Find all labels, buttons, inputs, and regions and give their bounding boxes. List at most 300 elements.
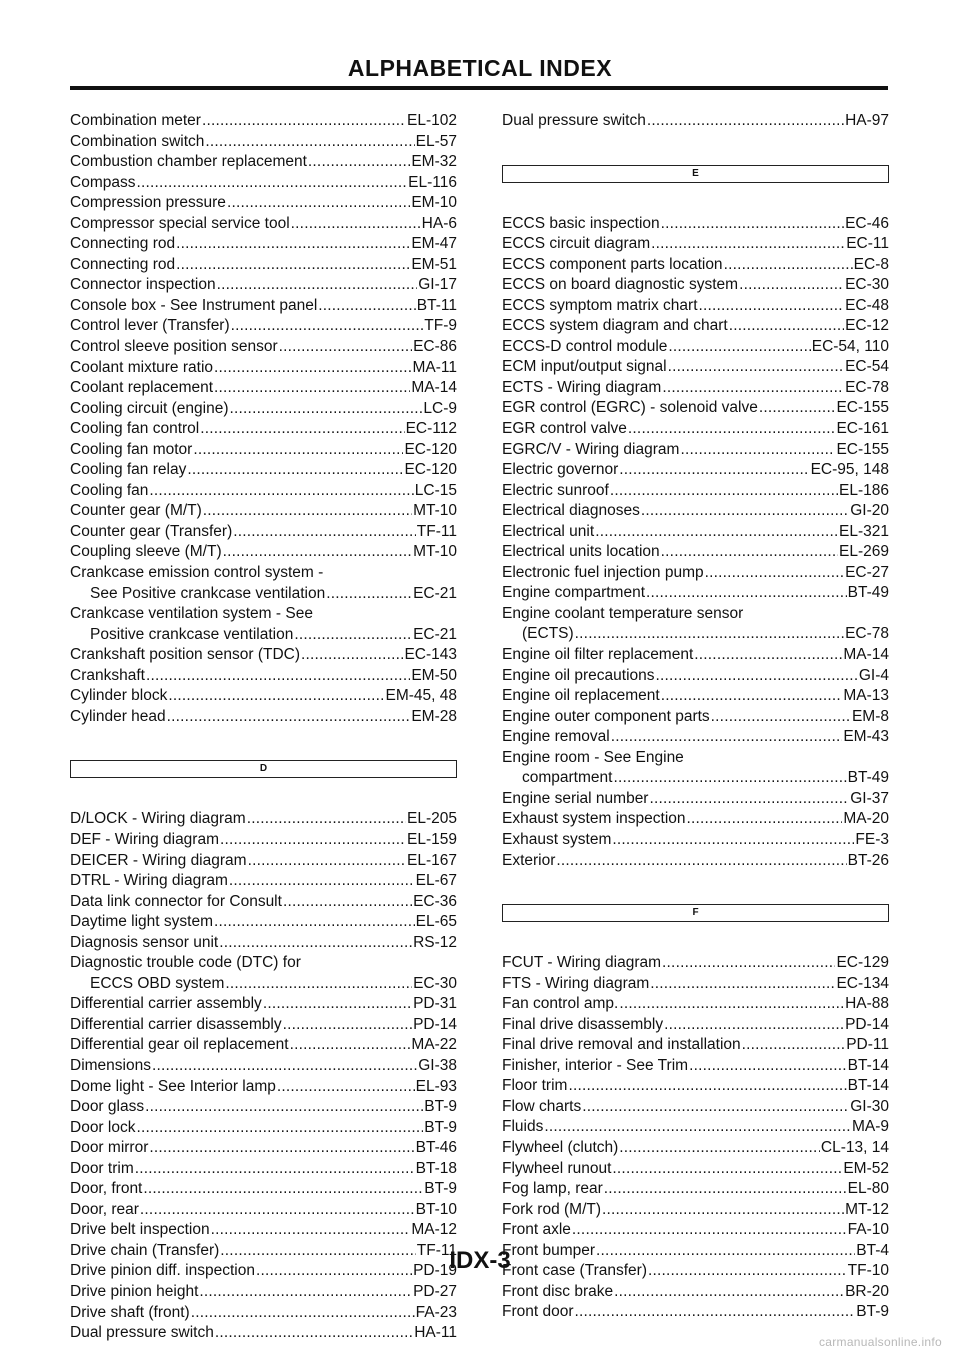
entry-page-ref[interactable]: EC-112 (405, 420, 457, 438)
entry-page-ref[interactable]: BR-20 (845, 1282, 889, 1300)
page-number: IDX-3 (449, 1247, 511, 1274)
entry-label: Daytime light system (70, 913, 213, 931)
dot-leader (247, 809, 406, 830)
index-entry[interactable] (502, 604, 889, 645)
index-entry[interactable] (70, 316, 457, 337)
index-entry[interactable] (502, 748, 889, 789)
index-entry[interactable] (70, 296, 457, 317)
index-entry[interactable] (70, 378, 457, 399)
index-entry[interactable] (70, 1077, 457, 1098)
entry-page-ref[interactable]: EC-11 (846, 235, 889, 253)
dot-leader (214, 912, 415, 933)
index-entry[interactable] (502, 1220, 889, 1241)
entry-label: DEICER - Wiring diagram (70, 851, 247, 869)
index-entry[interactable] (502, 337, 889, 358)
dot-leader (612, 1159, 842, 1180)
entry-page-ref[interactable]: EC-21 (413, 625, 457, 643)
entry-page-ref[interactable]: EL-67 (415, 872, 457, 890)
entry-page-ref[interactable]: GI-4 (858, 666, 889, 684)
entry-page-ref[interactable]: EL-186 (839, 481, 889, 499)
index-entry[interactable] (70, 1323, 457, 1344)
entry-label: Diagnosis sensor unit (70, 933, 219, 951)
index-entry[interactable] (70, 830, 457, 851)
dot-leader (575, 1302, 856, 1323)
index-entry[interactable] (502, 481, 889, 502)
dot-leader (203, 501, 412, 522)
entry-page-ref[interactable]: BT-9 (424, 1118, 457, 1136)
entry-label: Engine removal (502, 728, 610, 746)
entry-page-ref[interactable]: EL-80 (847, 1180, 889, 1198)
entry-label: Exhaust system inspection (502, 810, 686, 828)
entry-page-ref[interactable]: EL-321 (839, 522, 889, 540)
entry-page-ref[interactable]: EM-52 (843, 1159, 889, 1177)
entry-page-ref[interactable]: EC-48 (845, 296, 889, 314)
entry-page-ref[interactable]: EC-30 (413, 974, 457, 992)
entry-page-ref[interactable]: EC-155 (836, 399, 889, 417)
entry-label: Combination switch (70, 132, 205, 150)
entry-label: Differential carrier disassembly (70, 1015, 282, 1033)
entry-page-ref[interactable]: MA-13 (843, 687, 889, 705)
index-entry[interactable] (502, 1138, 889, 1159)
dot-leader (167, 707, 411, 728)
entry-page-ref[interactable]: EM-10 (411, 194, 457, 212)
index-entry[interactable] (502, 1076, 889, 1097)
entry-page-ref[interactable]: EL-205 (407, 810, 457, 828)
entry-page-ref[interactable]: EL-269 (839, 543, 889, 561)
index-entry[interactable] (502, 275, 889, 296)
index-entry[interactable] (502, 645, 889, 666)
entry-page-ref[interactable]: LC-15 (414, 481, 457, 499)
dot-leader (200, 419, 404, 440)
entry-page-ref[interactable]: EC-54 (845, 358, 889, 376)
index-entry[interactable] (502, 851, 889, 872)
index-entry[interactable] (502, 522, 889, 543)
index-entry[interactable] (70, 111, 457, 132)
entry-label: EGR control valve (502, 420, 627, 438)
index-entry[interactable] (502, 234, 889, 255)
entry-page-ref[interactable]: BT-14 (847, 1056, 889, 1074)
entry-label: DTRL - Wiring diagram (70, 872, 228, 890)
dot-leader (191, 1303, 415, 1324)
dot-leader (711, 707, 851, 728)
index-entry[interactable] (502, 1056, 889, 1077)
entry-label: Connecting rod (70, 235, 176, 253)
entry-page-ref[interactable]: TF-11 (416, 1241, 457, 1259)
dot-leader (724, 255, 853, 276)
entry-page-ref[interactable]: EC-46 (845, 214, 889, 232)
dot-leader (612, 830, 854, 851)
dot-leader (661, 686, 843, 707)
entry-page-ref[interactable]: EC-8 (853, 255, 889, 273)
index-entry[interactable] (502, 1179, 889, 1200)
entry-page-ref[interactable]: MT-10 (413, 502, 457, 520)
dot-leader (290, 1035, 411, 1056)
entry-page-ref[interactable]: EC-120 (404, 440, 457, 458)
index-entry[interactable] (502, 398, 889, 419)
entry-page-ref[interactable]: LC-9 (423, 399, 457, 417)
index-entry[interactable] (502, 830, 889, 851)
index-entry[interactable] (70, 666, 457, 687)
entry-page-ref[interactable]: BT-10 (415, 1200, 457, 1218)
dot-leader (619, 994, 844, 1015)
entry-label: Positive crankcase ventilation (90, 625, 294, 643)
index-entry[interactable] (70, 604, 457, 645)
index-entry[interactable] (502, 1302, 889, 1323)
entry-page-ref[interactable]: MT-10 (413, 543, 457, 561)
index-entry[interactable] (502, 440, 889, 461)
index-entry[interactable] (70, 1097, 457, 1118)
entry-label: Drive pinion diff. inspection (70, 1262, 255, 1280)
entry-label: Door, front (70, 1180, 143, 1198)
dot-leader (668, 337, 810, 358)
entry-page-ref[interactable]: TF-11 (416, 522, 457, 540)
title-divider (70, 86, 888, 90)
entry-page-ref[interactable]: EC-134 (836, 974, 889, 992)
entry-label: Engine room - See Engine (502, 748, 684, 766)
index-entry[interactable] (70, 234, 457, 255)
dot-leader (199, 1282, 412, 1303)
page-title: ALPHABETICAL INDEX (347, 55, 613, 81)
dot-leader (662, 378, 844, 399)
index-entry[interactable] (502, 419, 889, 440)
dot-leader (661, 214, 844, 235)
dot-leader (136, 173, 407, 194)
index-entry[interactable] (70, 851, 457, 872)
entry-label: Engine oil replacement (502, 687, 660, 705)
entry-page-ref[interactable]: MA-14 (843, 646, 889, 664)
index-entry[interactable] (502, 1200, 889, 1221)
dot-leader (176, 255, 410, 276)
entry-label: Front door (502, 1303, 574, 1321)
entry-page-ref[interactable]: CL-13, 14 (820, 1138, 889, 1156)
entry-label: ECCS circuit diagram (502, 235, 651, 253)
index-entry[interactable] (70, 1015, 457, 1036)
entry-page-ref[interactable]: MT-12 (845, 1200, 889, 1218)
entry-page-ref[interactable]: PD-27 (413, 1282, 457, 1300)
index-entry[interactable] (70, 214, 457, 235)
index-entry[interactable] (502, 460, 889, 481)
entry-page-ref[interactable]: EC-120 (404, 461, 457, 479)
index-entry[interactable] (70, 1159, 457, 1180)
entry-page-ref[interactable]: BT-18 (415, 1159, 457, 1177)
entry-page-ref[interactable]: MA-22 (411, 1036, 457, 1054)
entry-label: D/LOCK - Wiring diagram (70, 810, 246, 828)
dot-leader (294, 625, 412, 646)
entry-page-ref[interactable]: PD-19 (413, 1262, 457, 1280)
index-entry[interactable] (502, 686, 889, 707)
index-entry[interactable] (502, 727, 889, 748)
dot-leader (230, 399, 423, 420)
entry-page-ref[interactable]: EM-51 (411, 255, 457, 273)
entry-page-ref[interactable]: MA-9 (851, 1118, 889, 1136)
entry-page-ref[interactable]: EC-27 (845, 563, 889, 581)
entry-page-ref[interactable]: GI-38 (418, 1056, 457, 1074)
dot-leader (176, 234, 410, 255)
index-entry[interactable] (502, 501, 889, 522)
entry-label: Cylinder head (70, 707, 166, 725)
index-entry[interactable] (70, 1220, 457, 1241)
entry-label: Compass (70, 173, 136, 191)
dot-leader (687, 809, 843, 830)
entry-page-ref[interactable]: EC-54, 110 (811, 337, 889, 355)
dot-leader (656, 666, 858, 687)
index-entry[interactable] (70, 522, 457, 543)
index-entry[interactable] (502, 296, 889, 317)
entry-page-ref[interactable]: GI-30 (850, 1097, 889, 1115)
dot-leader (651, 234, 845, 255)
entry-page-ref[interactable]: BT-49 (847, 584, 889, 602)
index-entry[interactable] (70, 460, 457, 481)
entry-label: Drive pinion height (70, 1282, 199, 1300)
dot-leader (225, 974, 412, 995)
index-entry[interactable] (70, 399, 457, 420)
index-entry[interactable] (70, 933, 457, 954)
index-entry[interactable] (502, 214, 889, 235)
entry-page-ref[interactable]: BT-49 (847, 769, 889, 787)
index-entry[interactable] (70, 686, 457, 707)
dot-leader (291, 214, 421, 235)
index-entry[interactable] (70, 542, 457, 563)
entry-page-ref[interactable]: EM-28 (411, 707, 457, 725)
entry-label: FCUT - Wiring diagram (502, 954, 662, 972)
entry-page-ref[interactable]: HA-88 (845, 995, 889, 1013)
dot-leader (628, 419, 836, 440)
entry-label: Exterior (502, 851, 556, 869)
entry-label: FTS - Wiring diagram (502, 974, 650, 992)
index-entry[interactable] (70, 953, 457, 994)
entry-page-ref[interactable]: BT-14 (847, 1077, 889, 1095)
entry-page-ref[interactable]: MA-20 (843, 810, 889, 828)
index-entry[interactable] (70, 1118, 457, 1139)
index-entry[interactable] (70, 1282, 457, 1303)
entry-page-ref[interactable]: EC-30 (845, 276, 889, 294)
entry-page-ref[interactable]: BT-11 (416, 296, 457, 314)
entry-label: Door glass (70, 1098, 145, 1116)
entry-label: Crankshaft (70, 666, 145, 684)
entry-label: Engine serial number (502, 789, 649, 807)
index-entry[interactable] (502, 563, 889, 584)
entry-page-ref[interactable]: EC-86 (413, 338, 457, 356)
entry-label: DEF - Wiring diagram (70, 830, 219, 848)
entry-page-ref[interactable]: EC-161 (836, 420, 889, 438)
dot-leader (662, 953, 835, 974)
index-column-left (70, 111, 457, 1344)
index-entry[interactable] (70, 255, 457, 276)
entry-page-ref[interactable]: EL-102 (407, 112, 457, 129)
entry-page-ref[interactable]: EM-47 (411, 235, 457, 253)
dot-leader (610, 481, 838, 502)
entry-page-ref[interactable]: PD-31 (413, 995, 457, 1013)
index-entry[interactable] (502, 994, 889, 1015)
index-entry[interactable] (502, 255, 889, 276)
index-entry[interactable] (70, 173, 457, 194)
dot-leader (136, 1118, 423, 1139)
index-entry[interactable] (502, 1015, 889, 1036)
index-entry[interactable] (70, 645, 457, 666)
entry-page-ref[interactable]: TF-10 (847, 1262, 889, 1280)
entry-label: Finisher, interior - See Trim (502, 1056, 689, 1074)
entry-page-ref[interactable]: EC-78 (845, 625, 889, 643)
entry-label: EGR control (EGRC) - solenoid valve (502, 399, 758, 417)
index-entry[interactable] (502, 111, 889, 132)
entry-page-ref[interactable]: GI-17 (418, 276, 457, 294)
dot-leader (193, 440, 403, 461)
entry-page-ref[interactable]: BT-9 (424, 1180, 457, 1198)
entry-page-ref[interactable]: BT-46 (415, 1139, 457, 1157)
index-entry[interactable] (70, 481, 457, 502)
index-entry[interactable] (502, 809, 889, 830)
entry-page-ref[interactable]: MA-11 (412, 358, 457, 376)
entry-page-ref[interactable]: EL-116 (408, 173, 457, 191)
entry-label: Compression pressure (70, 194, 226, 212)
entry-page-ref[interactable]: EM-50 (411, 666, 457, 684)
entry-label: ECM input/output signal (502, 358, 667, 376)
dot-leader (283, 1015, 412, 1036)
index-entry[interactable] (502, 1035, 889, 1056)
entry-label: Electric governor (502, 461, 619, 479)
index-entry[interactable] (502, 583, 889, 604)
entry-label: Cooling fan control (70, 420, 200, 438)
index-entry[interactable] (70, 275, 457, 296)
entry-page-ref[interactable]: EL-167 (407, 851, 457, 869)
index-entry[interactable] (502, 789, 889, 810)
entry-page-ref[interactable]: EC-21 (413, 584, 457, 602)
index-entry[interactable] (502, 1282, 889, 1303)
index-entry[interactable] (70, 1138, 457, 1159)
dot-leader (308, 152, 410, 173)
entry-label: Cooling fan relay (70, 461, 187, 479)
entry-page-ref[interactable]: PD-11 (846, 1036, 889, 1054)
entry-page-ref[interactable]: EC-36 (413, 892, 457, 910)
entry-label: Floor trim (502, 1077, 568, 1095)
entry-label: Drive chain (Transfer) (70, 1241, 220, 1259)
entry-page-ref[interactable]: GI-20 (850, 502, 889, 520)
dot-leader (214, 378, 410, 399)
index-entry[interactable] (70, 871, 457, 892)
index-entry[interactable] (502, 1117, 889, 1138)
index-entry[interactable] (70, 912, 457, 933)
dot-leader (689, 1056, 847, 1077)
entry-label: Connecting rod (70, 255, 176, 273)
entry-page-ref[interactable]: BT-9 (856, 1303, 889, 1321)
entry-page-ref[interactable]: EL-93 (415, 1077, 457, 1095)
index-entry[interactable] (70, 892, 457, 913)
index-entry[interactable] (502, 953, 889, 974)
index-entry[interactable] (502, 378, 889, 399)
dot-leader (664, 1015, 844, 1036)
index-entry[interactable] (70, 707, 457, 728)
entry-page-ref[interactable]: EL-57 (415, 132, 457, 150)
entry-page-ref[interactable]: EC-143 (404, 646, 457, 664)
index-entry[interactable] (70, 193, 457, 214)
entry-page-ref[interactable]: EC-129 (836, 954, 889, 972)
index-entry[interactable] (502, 1159, 889, 1180)
entry-label: Combination meter (70, 112, 201, 129)
entry-label: Crankshaft position sensor (TDC) (70, 646, 300, 664)
entry-page-ref[interactable]: EC-95, 148 (810, 461, 889, 479)
index-entry[interactable] (70, 1200, 457, 1221)
index-entry[interactable] (70, 337, 457, 358)
entry-page-ref[interactable]: BT-4 (856, 1241, 889, 1259)
index-entry[interactable] (70, 501, 457, 522)
entry-label: Coupling sleeve (M/T) (70, 543, 222, 561)
index-entry[interactable] (70, 809, 457, 830)
dot-leader (556, 851, 846, 872)
index-entry[interactable] (70, 358, 457, 379)
entry-page-ref[interactable]: EM-43 (843, 728, 889, 746)
index-entry[interactable] (70, 1179, 457, 1200)
entry-page-ref[interactable]: BT-9 (424, 1098, 457, 1116)
index-entry[interactable] (502, 542, 889, 563)
index-entry[interactable] (502, 974, 889, 995)
dot-leader (326, 584, 412, 605)
index-entry[interactable] (70, 1056, 457, 1077)
dot-leader (705, 563, 844, 584)
entry-label: See Positive crankcase ventilation (90, 584, 326, 602)
index-entry[interactable] (502, 666, 889, 687)
index-entry[interactable] (502, 357, 889, 378)
entry-page-ref[interactable]: HA-11 (414, 1324, 457, 1342)
index-entry[interactable] (70, 132, 457, 153)
index-entry[interactable] (70, 994, 457, 1015)
entry-page-ref[interactable]: FA-23 (415, 1303, 457, 1321)
entry-label: Door trim (70, 1159, 134, 1177)
entry-page-ref[interactable]: GI-37 (850, 789, 889, 807)
entry-page-ref[interactable]: EC-78 (845, 378, 889, 396)
index-entry[interactable] (502, 1097, 889, 1118)
entry-label: ECCS component parts location (502, 255, 723, 273)
entry-label: Dual pressure switch (70, 1324, 214, 1342)
entry-page-ref[interactable]: RS-12 (413, 933, 457, 951)
entry-page-ref[interactable]: EM-8 (851, 707, 889, 725)
dot-leader (248, 851, 406, 872)
entry-label: Coolant mixture ratio (70, 358, 214, 376)
index-entry[interactable] (70, 419, 457, 440)
entry-page-ref[interactable]: EC-12 (845, 317, 889, 335)
entry-page-ref[interactable]: EM-32 (411, 153, 457, 171)
entry-page-ref[interactable]: PD-14 (413, 1015, 457, 1033)
entry-page-ref[interactable]: TF-9 (424, 317, 457, 335)
index-entry[interactable] (502, 707, 889, 728)
entry-page-ref[interactable]: EM-45, 48 (385, 687, 457, 705)
dot-leader (152, 1056, 417, 1077)
index-entry[interactable] (70, 440, 457, 461)
entry-page-ref[interactable]: EL-159 (407, 830, 457, 848)
entry-label: Counter gear (M/T) (70, 502, 202, 520)
index-entry[interactable] (70, 1035, 457, 1056)
index-entry[interactable] (70, 563, 457, 604)
entry-page-ref[interactable]: BT-26 (847, 851, 889, 869)
entry-page-ref[interactable]: MA-14 (411, 379, 457, 397)
entry-label: Engine compartment (502, 584, 646, 602)
index-entry[interactable] (70, 1303, 457, 1324)
entry-page-ref[interactable]: PD-14 (845, 1015, 889, 1033)
dot-leader (187, 460, 403, 481)
entry-page-ref[interactable]: MA-12 (411, 1221, 457, 1239)
index-entry[interactable] (70, 152, 457, 173)
entry-page-ref[interactable]: EL-65 (415, 913, 457, 931)
entry-page-ref[interactable]: EC-155 (836, 440, 889, 458)
entry-page-ref[interactable]: FA-10 (847, 1221, 889, 1239)
entry-page-ref[interactable]: HA-97 (845, 112, 889, 129)
entry-page-ref[interactable]: HA-6 (421, 214, 457, 232)
dot-leader (759, 398, 836, 419)
index-entry[interactable] (502, 316, 889, 337)
entry-label: (ECTS) (522, 625, 574, 643)
dot-leader (229, 871, 415, 892)
entry-page-ref[interactable]: FE-3 (855, 830, 889, 848)
dot-leader (215, 1323, 413, 1344)
